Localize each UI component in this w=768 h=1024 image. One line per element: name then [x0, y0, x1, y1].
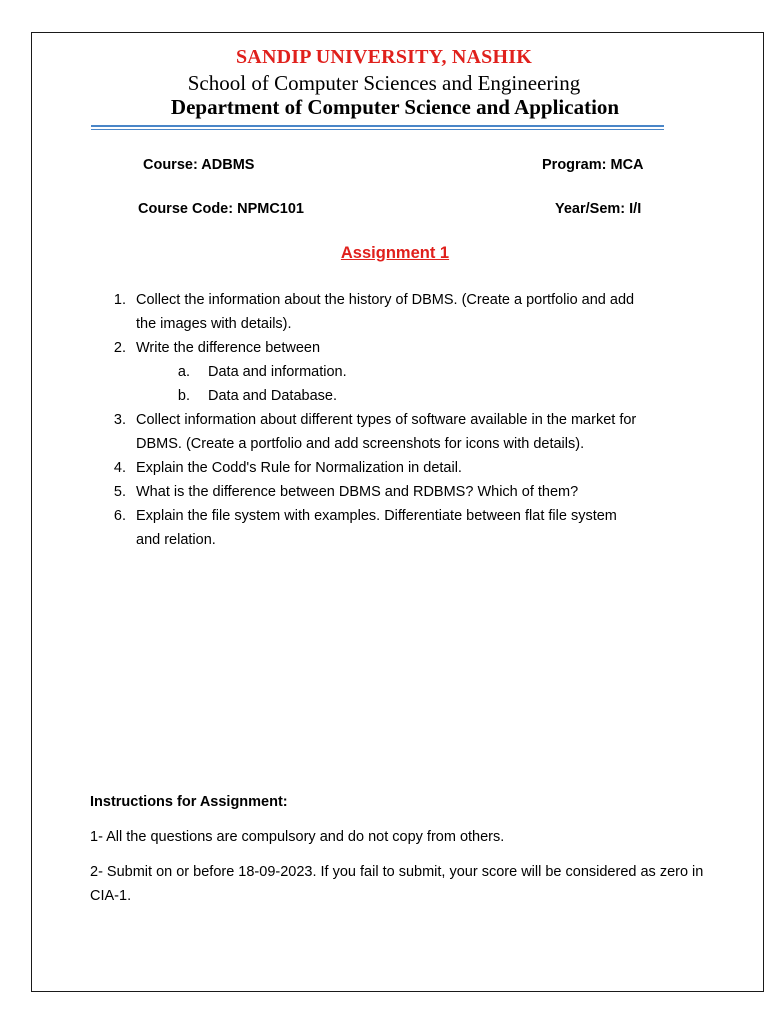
instruction-item: 1- All the questions are compulsory and do not copy from others.	[90, 829, 505, 845]
question-number: 4.	[113, 460, 126, 476]
question-number: 1.	[113, 292, 126, 308]
sub-question-text: Data and Database.	[208, 388, 337, 404]
header-rule-top	[91, 125, 664, 127]
question-number: 6.	[113, 508, 126, 524]
university-name: SANDIP UNIVERSITY, NASHIK	[235, 46, 532, 68]
header-rule-bottom	[91, 129, 664, 130]
question-text: DBMS. (Create a portfolio and add screenshots for icons with details).	[136, 436, 585, 452]
question-text: Write the difference between	[136, 340, 321, 356]
question-text: and relation.	[136, 532, 216, 548]
question-text: Explain the Codd's Rule for Normalization in detail.	[136, 460, 462, 476]
sub-question-number: b.	[177, 388, 190, 404]
question-list	[0, 288, 768, 558]
course-code-label: Course Code: NPMC101	[138, 201, 304, 217]
question-number: 3.	[113, 412, 126, 428]
question-text: the images with details).	[136, 316, 292, 332]
program-label: Program: MCA	[542, 157, 644, 173]
instructions-heading: Instructions for Assignment:	[90, 794, 288, 810]
question-text: Collect the information about the history of DBMS. (Create a portfolio and add	[136, 292, 635, 308]
question-text: Explain the file system with examples. Differentiate between flat file system	[136, 508, 617, 524]
sub-question-text: Data and information.	[208, 364, 347, 380]
question-text: Collect information about different types of software available in the market for	[136, 412, 637, 428]
assignment-title: Assignment 1	[340, 244, 450, 262]
question-text: What is the difference between DBMS and RDBMS? Which of them?	[136, 484, 579, 500]
department-name: Department of Computer Science and Application	[170, 95, 620, 119]
year-sem-label: Year/Sem: I/I	[555, 201, 642, 217]
sub-question-number: a.	[177, 364, 190, 380]
question-number: 2.	[113, 340, 126, 356]
school-name: School of Computer Sciences and Engineering	[187, 71, 581, 95]
course-label: Course: ADBMS	[143, 157, 255, 173]
question-number: 5.	[113, 484, 126, 500]
instruction-item: 2- Submit on or before 18-09-2023. If you fail to submit, your score will be considered as zero in CIA-1.	[90, 864, 704, 904]
